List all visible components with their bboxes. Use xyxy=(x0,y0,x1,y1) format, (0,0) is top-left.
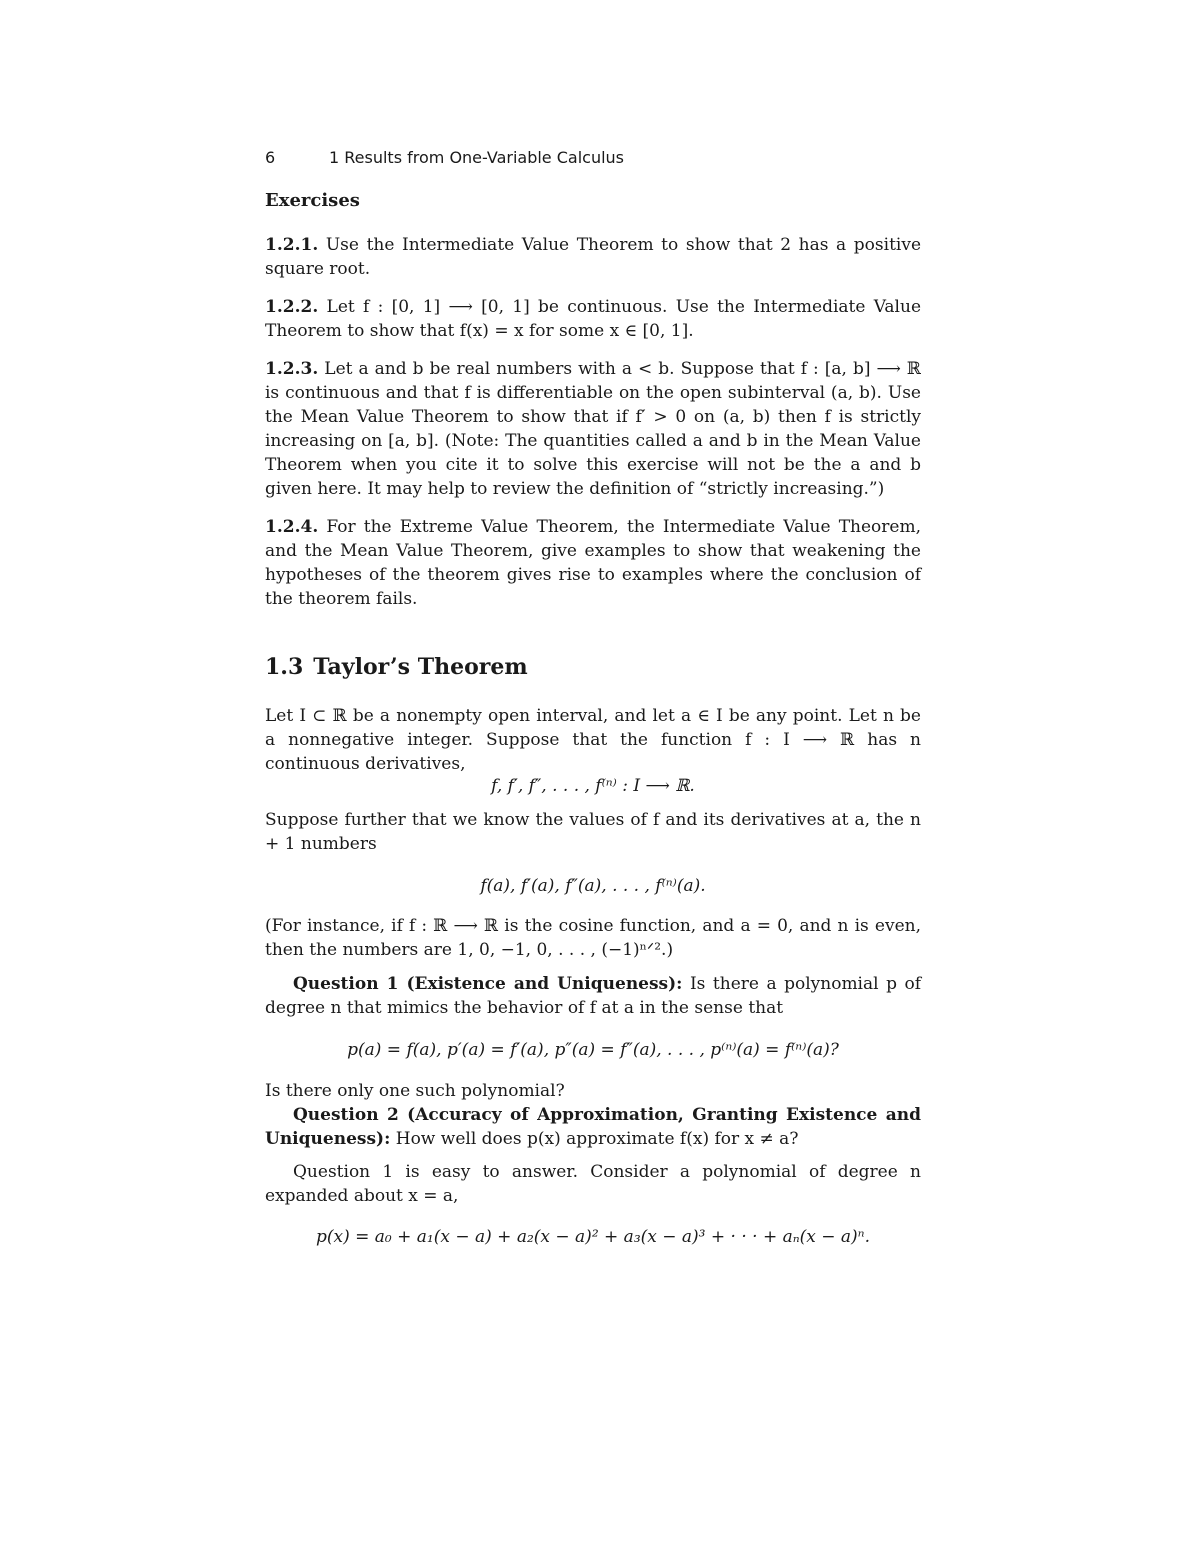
exercise-text: Let a and b be real numbers with a < b. Suppose that f : [a, b] ⟶ ℝ is continuous and that f is differentiable on the open subinterval (a, b). Use the Mean Value Theorem to show that if f′ > 0 on (a, b) then f is strictly increasing on [a, b]. (Note: The quantities called a and b in the Mean Value Theorem when you cite it to solve this exercise will not be the a and b given here. It may help to review the definition of “strictly increasing.”) xyxy=(265,359,922,499)
paragraph-uniqueness: Is there only one such polynomial? xyxy=(265,1081,565,1101)
exercise-number: 1.2.1. xyxy=(265,235,319,255)
exercise-1-2-3 xyxy=(265,357,921,501)
exercise-1-2-2 xyxy=(265,295,921,343)
page-number: 6 xyxy=(265,148,276,167)
question-1-label: Question 1 (Existence and Uniqueness): xyxy=(293,974,683,994)
section-heading xyxy=(265,654,921,680)
paragraph-answer: Question 1 is easy to answer. Consider a polynomial of degree n expanded about x = a, xyxy=(265,1162,921,1206)
paragraph-intro: Let I ⊂ ℝ be a nonempty open interval, and let a ∈ I be any point. Let n be a nonnegative integer. Suppose that the function f : I ⟶ ℝ has n continuous derivatives, xyxy=(265,706,921,774)
paragraph-values: Suppose further that we know the values of f and its derivatives at a, the n + 1 numbers xyxy=(265,810,921,854)
exercise-1-2-4 xyxy=(265,515,921,611)
section-title: Taylor’s Theorem xyxy=(313,654,528,680)
exercise-number: 1.2.4. xyxy=(265,517,319,537)
section-number: 1.3 xyxy=(265,654,304,680)
exercise-text: Let f : [0, 1] ⟶ [0, 1] be continuous. Use the Intermediate Value Theorem to show that f(x) = x for some x ∈ [0, 1]. xyxy=(265,297,922,341)
equation-polynomial: p(x) = a₀ + a₁(x − a) + a₂(x − a)² + a₃(x − a)³ + · · · + aₙ(x − a)ⁿ. xyxy=(316,1227,870,1247)
exercise-text: For the Extreme Value Theorem, the Intermediate Value Theorem, and the Mean Value Theorem, give examples to show that weakening the hypotheses of the theorem gives rise to examples where the conclusion of the theorem fails. xyxy=(265,517,921,609)
question-1 xyxy=(265,972,921,1020)
exercises-heading: Exercises xyxy=(265,190,360,211)
running-header xyxy=(265,148,921,167)
exercise-text: Use the Intermediate Value Theorem to show that 2 has a positive square root. xyxy=(265,235,922,279)
exercise-1-2-1 xyxy=(265,233,921,281)
exercise-number: 1.2.3. xyxy=(265,359,319,379)
equation-conditions: p(a) = f(a), p′(a) = f′(a), p″(a) = f″(a), . . . , p⁽ⁿ⁾(a) = f⁽ⁿ⁾(a)? xyxy=(347,1040,839,1060)
question-2-label: Question 2 (Accuracy of Approximation, Granting Existence and Uniqueness): xyxy=(265,1105,921,1149)
paragraph-cosine-example: (For instance, if f : ℝ ⟶ ℝ is the cosine function, and a = 0, and n is even, then the numbers are 1, 0, −1, 0, . . . , (−1)ⁿᐟ².) xyxy=(265,916,921,960)
exercise-number: 1.2.2. xyxy=(265,297,319,317)
question-2 xyxy=(265,1103,921,1151)
equation-values: f(a), f′(a), f″(a), . . . , f⁽ⁿ⁾(a). xyxy=(480,876,706,896)
equation-derivatives: f, f′, f″, . . . , f⁽ⁿ⁾ : I ⟶ ℝ. xyxy=(491,776,695,796)
chapter-title: 1 Results from One-Variable Calculus xyxy=(329,148,625,167)
question-1-text: Is there a polynomial p of degree n that mimics the behavior of f at a in the sense that xyxy=(265,974,921,1018)
question-2-text: How well does p(x) approximate f(x) for x ≠ a? xyxy=(395,1129,799,1149)
